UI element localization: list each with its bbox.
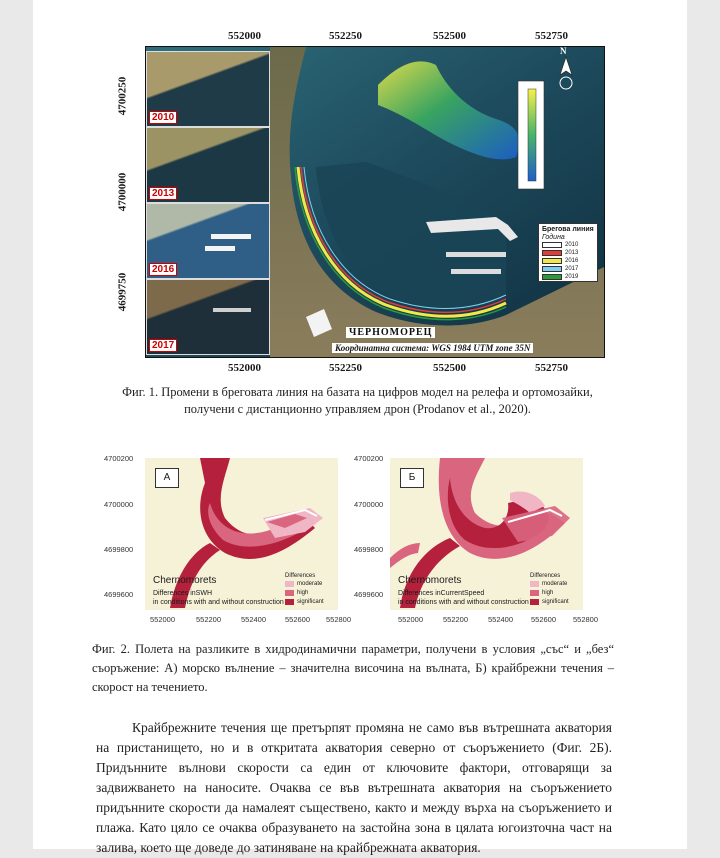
fig2b-x-tick: 552000 [398, 615, 424, 624]
legend-label: high [297, 589, 309, 596]
legend-item [539, 257, 597, 265]
fig1-x-tick-bottom: 552250 [329, 362, 362, 374]
fig2a-y-tick: 4700000 [104, 500, 134, 509]
legend-item [539, 249, 597, 257]
legend-item [285, 597, 324, 606]
legend-title: Differences [285, 573, 316, 579]
fig1-x-tick-bottom: 552750 [535, 362, 568, 374]
fig2b-y-tick: 4700200 [354, 454, 384, 463]
difference-legend [530, 573, 569, 606]
legend-swatch [530, 590, 539, 596]
legend-swatch [542, 250, 562, 256]
fig2b-x-tick: 552600 [531, 615, 557, 624]
shoreline-legend [538, 223, 598, 282]
fig1-x-tick-top: 552750 [535, 30, 568, 42]
legend-swatch [530, 581, 539, 587]
crs-label: Координатна система: WGS 1984 UTM zone 35N [332, 343, 533, 353]
fig2b-y-tick: 4699600 [354, 590, 384, 599]
legend-swatch [542, 266, 562, 272]
legend-swatch [542, 242, 562, 248]
fig2a-y-tick: 4699600 [104, 590, 134, 599]
fig2b-x-tick: 552400 [488, 615, 514, 624]
legend-title: Брегова линия [542, 226, 594, 233]
legend-item [530, 588, 569, 597]
fig1-x-tick-top: 552500 [433, 30, 466, 42]
panel-tag: Б [400, 468, 424, 488]
inset-year-label: 2010 [149, 111, 177, 124]
legend-item [285, 579, 324, 588]
body-paragraph: Крайбрежните течения ще претърпят промяна не само във вътрешната акватория на пристанището, но и в откритата акватория северно от съоръжението (Фиг. 2Б). Придънните вълнови скорости са един от ключовите фактори, отговарящи за задвижването на наносите. Очаква се във вътрешната акватория на съоръжението придънните скорости да намалеят съществено, както и между върха на съоръжението и плажа. Като цяло се очаква образуването на застойна зона в цялата югоизточна част на залива, което ще доведе до затиняване на крайбрежната акватория. [96, 720, 612, 855]
legend-label: moderate [542, 580, 568, 587]
legend-swatch [285, 599, 294, 605]
fig1-x-tick-bottom: 552500 [433, 362, 466, 374]
fig2a-x-tick: 552400 [241, 615, 267, 624]
panel-description: Differences inCurrentSpeed [398, 590, 485, 597]
orthomosaic-map [145, 46, 605, 358]
inset-2017 [146, 279, 270, 355]
legend-label: 2010 [565, 242, 579, 248]
fig1-x-tick-top: 552000 [228, 30, 261, 42]
panel-description: Differences inSWH [153, 590, 213, 597]
panel-town-label: Chernomorets [153, 575, 217, 586]
legend-title: Differences [530, 573, 561, 579]
legend-item [530, 579, 569, 588]
fig1-x-tick-top: 552250 [329, 30, 362, 42]
panel-b-current-speed [390, 458, 583, 610]
panel-description: in conditions with and without construction [398, 599, 529, 606]
inset-year-label: 2016 [149, 263, 177, 276]
legend-item [539, 265, 597, 273]
fig1-x-tick-bottom: 552000 [228, 362, 261, 374]
fig2b-y-tick: 4700000 [354, 500, 384, 509]
inset-2013 [146, 127, 270, 203]
inset-year-label: 2013 [149, 187, 177, 200]
panel-description: in conditions with and without construction [153, 599, 284, 606]
inset-2016 [146, 203, 270, 279]
legend-item [530, 597, 569, 606]
legend-label: significant [542, 598, 569, 605]
figure-1-caption: Фиг. 1. Промени в бреговата линия на базата на цифров модел на релефа и ортомозайки, получени с дистанционно управляем дрон (Prodanov et al., 2020). [122, 385, 593, 416]
legend-label: 2013 [565, 250, 579, 256]
fig2a-x-tick: 552000 [150, 615, 176, 624]
figure-1 [93, 28, 611, 380]
legend-item [539, 241, 597, 249]
difference-legend [285, 573, 324, 606]
legend-label: moderate [297, 580, 323, 587]
fig2a-x-tick: 552600 [285, 615, 311, 624]
fig2a-x-tick: 552200 [196, 615, 222, 624]
legend-swatch [542, 258, 562, 264]
legend-label: 2019 [565, 274, 579, 280]
panel-tag: A [155, 468, 179, 488]
inset-2010 [146, 51, 270, 127]
fig2a-x-tick: 552800 [326, 615, 352, 624]
legend-swatch [530, 599, 539, 605]
fig1-y-tick-left: 4699750 [116, 272, 129, 312]
legend-subtitle: Година [542, 234, 565, 241]
inset-year-label: 2017 [149, 339, 177, 352]
legend-label: 2017 [565, 266, 579, 272]
fig2b-x-tick: 552200 [443, 615, 469, 624]
legend-item [539, 273, 597, 281]
panel-town-label: Chernomorets [398, 575, 462, 586]
panel-a-swh [145, 458, 338, 610]
figure-2-caption: Фиг. 2. Полета на разликите в хидродинамични параметри, получени в условия „със“ и „без“ съоръжение: А) морско вълнение – значителна височина на вълната, Б) крайбрежни течения – скорост на течението. [92, 642, 614, 694]
body-text [96, 718, 612, 858]
legend-swatch [285, 581, 294, 587]
fig2b-y-tick: 4699800 [354, 545, 384, 554]
fig2b-x-tick: 552800 [573, 615, 599, 624]
legend-label: significant [297, 598, 324, 605]
legend-label: high [542, 589, 554, 596]
place-label: ЧЕРНОМОРЕЦ [346, 327, 435, 338]
legend-item [285, 588, 324, 597]
fig1-y-tick-left: 4700250 [116, 76, 129, 116]
fig2a-y-tick: 4700200 [104, 454, 134, 463]
legend-swatch [285, 590, 294, 596]
fig1-y-tick-left: 4700000 [116, 172, 129, 212]
north-arrow-label: N [560, 46, 567, 56]
legend-swatch [542, 274, 562, 280]
legend-label: 2016 [565, 258, 579, 264]
fig2a-y-tick: 4699800 [104, 545, 134, 554]
